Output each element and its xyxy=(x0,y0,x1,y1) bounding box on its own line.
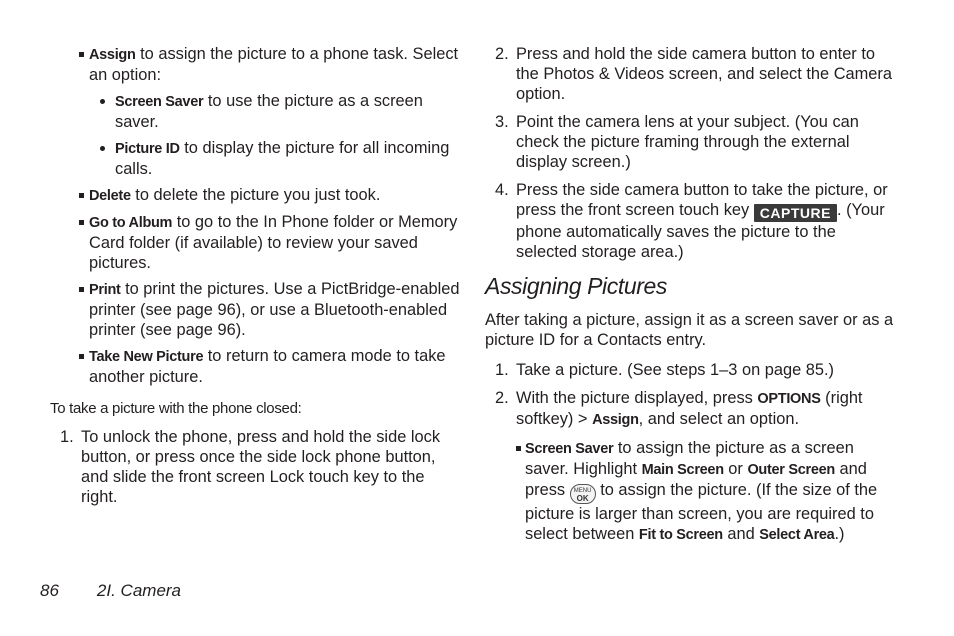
menu-ok-key-icon xyxy=(570,484,596,504)
step-item xyxy=(485,44,895,104)
option-term: Go to Album xyxy=(89,215,173,231)
square-bullet-icon xyxy=(79,354,84,359)
step-number: 1. xyxy=(495,361,509,379)
round-bullet-icon xyxy=(100,146,105,151)
sub-item-picture-id xyxy=(50,138,460,179)
step-number: 3. xyxy=(495,113,509,131)
option-term: Print xyxy=(89,282,121,298)
step-text: With the picture displayed, press xyxy=(516,389,758,407)
step-text: Press and hold the side camera button to enter to the Photos & Videos screen, and select the Camera option. xyxy=(516,45,892,103)
list-item-delete xyxy=(50,185,460,206)
outer-screen-term: Outer Screen xyxy=(747,462,835,478)
right-column xyxy=(485,44,895,551)
list-item-assign xyxy=(50,44,460,179)
step-text: . (Your phone automatically saves the picture to the selected storage area.) xyxy=(516,201,885,261)
step-text: , and select an option. xyxy=(638,410,800,428)
section-heading: Assigning Pictures xyxy=(485,273,667,299)
option-text: to return to camera mode to take another picture. xyxy=(89,347,446,386)
sub-item-screen-saver xyxy=(50,91,460,132)
list-item-screen-saver xyxy=(485,438,895,545)
list-item-take-new-picture xyxy=(50,346,460,387)
option-term: Screen Saver xyxy=(525,441,614,457)
round-bullet-icon xyxy=(100,99,105,104)
step-text: Take a picture. (See steps 1–3 on page 85.) xyxy=(516,361,834,379)
square-bullet-icon xyxy=(516,446,521,451)
option-text: and xyxy=(722,525,760,543)
ok-key-label: OK xyxy=(576,494,589,503)
step-item xyxy=(485,360,895,380)
square-bullet-icon xyxy=(79,52,84,57)
option-text: to assign the picture. (If the size of the picture is larger than screen, you are required to select between xyxy=(525,481,878,543)
square-bullet-icon xyxy=(79,220,84,225)
select-area-term: Select Area xyxy=(759,527,835,543)
step-number: 1. xyxy=(60,428,74,446)
option-term: Picture ID xyxy=(115,141,180,157)
menu-key-label: MENU xyxy=(573,488,592,494)
square-bullet-icon xyxy=(79,287,84,292)
option-text: to delete the picture you just took. xyxy=(130,186,381,204)
section-paragraph: After taking a picture, assign it as a screen saver or as a picture ID for a Contacts entry. xyxy=(485,311,894,349)
page-footer xyxy=(40,581,181,601)
square-bullet-icon xyxy=(79,193,84,198)
fit-to-screen-term: Fit to Screen xyxy=(638,527,723,543)
step-item xyxy=(50,427,460,507)
step-number: 2. xyxy=(495,389,509,407)
option-term: Screen Saver xyxy=(115,94,204,110)
option-text: to go to the In Phone folder or Memory Card folder (if available) to review your saved pictures. xyxy=(89,213,458,272)
step-text: (right softkey) > xyxy=(516,389,863,428)
step-item xyxy=(485,180,895,262)
procedure-intro: To take a picture with the phone closed: xyxy=(50,400,302,417)
option-term: Assign xyxy=(89,47,136,63)
option-text: or xyxy=(723,460,748,478)
step-item xyxy=(485,112,895,172)
capture-key-icon: CAPTURE xyxy=(754,204,837,222)
option-text: to print the pictures. Use a PictBridge-enabled printer (see page 96), or use a Bluetooth-enabled printer (see page 96). xyxy=(89,280,460,339)
option-text: to display the picture for all incoming calls. xyxy=(115,139,450,178)
option-text: to assign the picture as a screen saver. Highlight xyxy=(525,439,854,478)
option-text: to use the picture as a screen saver. xyxy=(115,92,423,131)
step-text: To unlock the phone, press and hold the side lock button, or press once the side lock phone button, and slide the front screen Lock touch key to the right. xyxy=(81,428,441,506)
option-term: Take New Picture xyxy=(89,349,204,365)
step-text: Point the camera lens at your subject. (You can check the picture framing through the external display screen.) xyxy=(516,113,859,171)
list-item-go-to-album xyxy=(50,212,460,273)
list-item-print xyxy=(50,279,460,340)
step-number: 4. xyxy=(495,181,509,199)
step-item xyxy=(485,388,895,430)
options-key-term: OPTIONS xyxy=(757,391,821,407)
section-title: 2I. Camera xyxy=(96,581,182,600)
step-text: Press the side camera button to take the picture, or press the front screen touch key xyxy=(516,181,888,219)
assign-sub-list xyxy=(89,91,460,179)
step-number: 2. xyxy=(495,45,509,63)
assign-term: Assign xyxy=(592,412,639,428)
left-column xyxy=(50,44,460,515)
option-text: to assign the picture to a phone task. Select an option: xyxy=(89,45,459,84)
option-term: Delete xyxy=(89,188,131,204)
page-number: 86 xyxy=(40,581,59,600)
option-text: and press xyxy=(525,460,867,499)
option-text: .) xyxy=(834,525,845,543)
main-screen-term: Main Screen xyxy=(641,462,724,478)
